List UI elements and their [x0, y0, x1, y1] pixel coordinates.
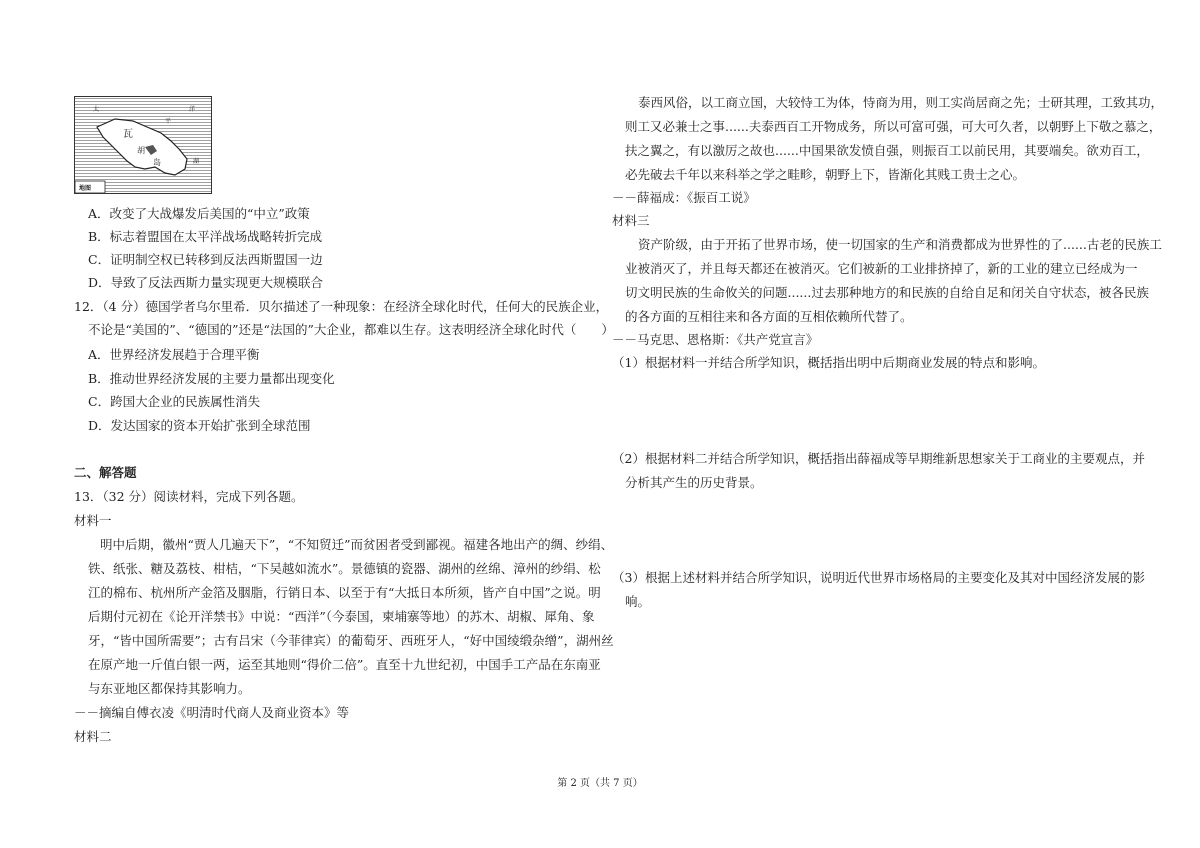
map-legend: 地图 — [79, 185, 92, 192]
map-figure — [74, 96, 212, 194]
material3-line: 资产阶级，由于开拓了世界市场，使一切国家的生产和消费都成为世界性的了......古老的民族工 — [638, 237, 1162, 252]
subquestion-3-line1: （3）根据上述材料并结合所学知识，说明近代世界市场格局的主要变化及其对中国经济发展的影 — [612, 570, 1145, 585]
material2-source: －－薛福成：《振百工说》 — [612, 190, 756, 205]
island-map-illustration — [75, 97, 211, 193]
subquestion-3-line2: 响。 — [625, 594, 651, 609]
q12-option-a: A．世界经济发展趋于合理平衡 — [88, 347, 260, 362]
material2-line: 扶之翼之，有以激厉之故也......中国果欲发愤自强，则振百工以前民用，其要端矣。欲劝百工， — [625, 143, 1149, 158]
map-label-wa: 瓦 — [123, 129, 133, 140]
material1-line: 与东亚地区都保持其影响力。 — [88, 681, 251, 696]
map-label-ping: 平 — [165, 118, 172, 125]
material1-line: 铁、纸张、糖及荔枝、柑桔，“下吴越如流水”。景德镇的瓷器、湖州的丝绵、漳州的纱绢、松 — [88, 561, 601, 576]
material1-line: 明中后期，徽州“贾人几遍天下”，“不知贸迁”而贫困者受到鄙视。福建各地出产的绸、纱绢、 — [100, 537, 614, 552]
q12-stem-line2: 不论是“美国的”、“德国的”还是“法国的”大企业，都难以生存。这表明经济全球化时代（ ） — [88, 322, 614, 337]
map-label-dao: 岛 — [153, 158, 161, 167]
material3-line: 切文明民族的生命攸关的问题......过去那种地方的和民族的自给自足和闭关自守状态，被各民族 — [625, 285, 1149, 300]
q12-option-c: C．跨国大企业的民族属性消失 — [88, 394, 261, 409]
material1-label: 材料一 — [74, 513, 112, 528]
map-label-tai: 太 — [93, 106, 100, 113]
material3-label: 材料三 — [612, 213, 650, 228]
material1-source: －－摘编自傅衣凌《明清时代商人及商业资本》等 — [74, 705, 350, 720]
material3-source: －－马克思、恩格斯：《共产党宣言》 — [612, 332, 819, 347]
map-label-hu2: 湖 — [193, 158, 200, 165]
material2-line: 必先破去千年以来科举之学之畦畛，朝野上下，皆渐化其贱工贵士之心。 — [625, 167, 1026, 182]
material1-line: 后期付元初在《论开洋禁书》中说：“西洋”（今泰国，柬埔寨等地）的苏木、胡椒、犀角、象 — [88, 609, 595, 624]
section2-heading: 二、解答题 — [74, 465, 137, 480]
q13-stem: 13．（32 分）阅读材料，完成下列各题。 — [74, 489, 304, 504]
q11-option-d: D．导致了反法西斯力量实现更大规模联合 — [88, 275, 324, 290]
q11-option-c: C．证明制空权已转移到反法西斯盟国一边 — [88, 252, 323, 267]
material1-line: 牙，“皆中国所需要”；古有吕宋（今菲律宾）的葡萄牙、西班牙人，“好中国绫缎杂缯”，湖州丝 — [88, 633, 614, 648]
material2-line: 则工又必兼士之事......夫泰西百工开物成务，所以可富可强，可大可久者，以朝野上下敬之慕之， — [625, 119, 1162, 134]
map-label-hu: 胡 — [137, 146, 145, 155]
q12-option-d: D．发达国家的资本开始扩张到全球范围 — [88, 418, 311, 433]
q12-option-b: B．推动世界经济发展的主要力量都出现变化 — [88, 371, 335, 386]
subquestion-1: （1）根据材料一并结合所学知识，概括指出明中后期商业发展的特点和影响。 — [612, 355, 1045, 370]
q11-option-b: B．标志着盟国在太平洋战场战略转折完成 — [88, 229, 323, 244]
material3-line: 的各方面的互相往来和各方面的互相依赖所代替了。 — [625, 309, 913, 324]
material1-line: 在原产地一斤值白银一两，运至其地则“得价二倍”。直至十九世纪初，中国手工产品在东南亚 — [88, 657, 601, 672]
subquestion-2-line2: 分析其产生的历史背景。 — [625, 475, 763, 490]
page-footer: 第 2 页（共 7 页） — [557, 778, 643, 789]
q11-option-a: A．改变了大战爆发后美国的“中立”政策 — [88, 206, 310, 221]
material2-label: 材料二 — [74, 729, 112, 744]
map-label-yang: 洋 — [189, 106, 196, 113]
material3-line: 业被消灭了，并且每天都还在被消灭。它们被新的工业排挤掉了，新的工业的建立已经成为一 — [625, 261, 1138, 276]
material1-line: 江的棉布、杭州所产金箔及胭脂，行销日本、以至于有“大抵日本所须，皆产自中国”之说。明 — [88, 585, 601, 600]
subquestion-2-line1: （2）根据材料二并结合所学知识，概括指出薛福成等早期维新思想家关于工商业的主要观点，并 — [612, 451, 1145, 466]
material2-line: 泰西风俗，以工商立国，大较恃工为体，恃商为用，则工实尚居商之先；士研其理，工致其功， — [638, 95, 1164, 110]
q12-stem-line1: 12．（4 分）德国学者乌尔里希．贝尔描述了一种现象：在经济全球化时代，任何大的民族企业， — [74, 299, 609, 314]
